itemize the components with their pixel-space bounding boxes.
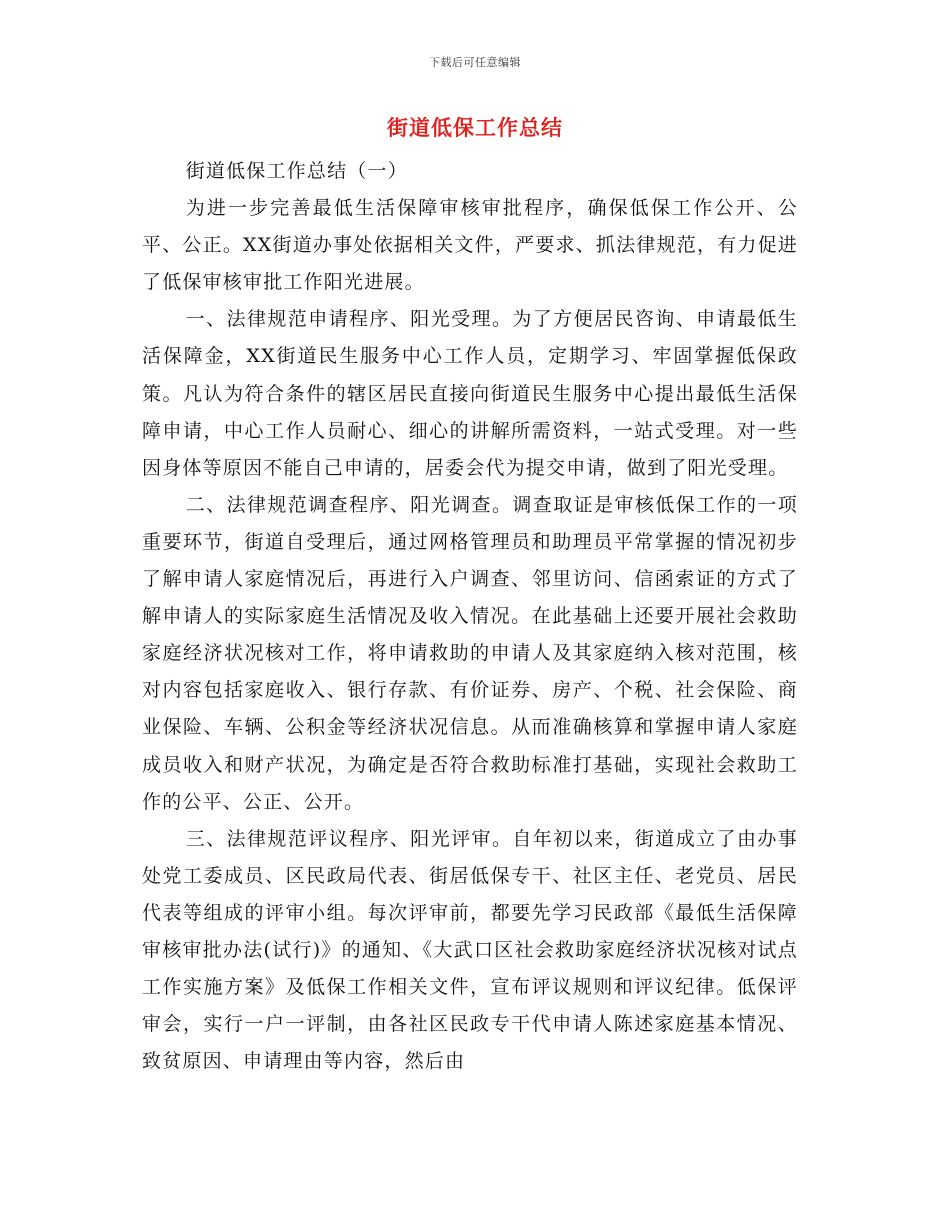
header-note: 下载后可任意编辑 (429, 56, 521, 69)
document-title: 街道低保工作总结 (387, 115, 563, 140)
paragraph-section-2: 二、法律规范调查程序、阳光调查。调查取证是审核低保工作的一项重要环节，街道自受理后，通过网格管理员和助理员平常掌握的情况初步了解申请人家庭情况后，再进行入户调查、邻里访问、信函索证的方式了解申请人的实际家庭生活情况及收入情况。在此基础上还要开展社会救助家庭经济状况核对工作，将申请救助的申请人及其家庭纳入核对范围，核对内容包括家庭收入、银行存款、有价证券、房产、个税、社会保险、商业保险、车辆、公积金等经济状况信息。从而准确核算和掌握申请人家庭成员收入和财产状况，为确定是否符合救助标准打基础，实现社会救助工作的公平、公正、公开。 (142, 493, 798, 813)
paragraph-section-1: 一、法律规范申请程序、阳光受理。为了方便居民咨询、申请最低生活保障金，XX街道民生服务中心工作人员，定期学习、牢固掌握低保政策。凡认为符合条件的辖区居民直接向街道民生服务中心提出最低生活保障申请，中心工作人员耐心、细心的讲解所需资料，一站式受理。对一些因身体等原因不能自己申请的，居委会代为提交申请，做到了阳光受理。 (142, 308, 798, 479)
paragraph-section-3: 三、法律规范评议程序、阳光评审。自年初以来，街道成立了由办事处党工委成员、区民政局代表、街居低保专干、社区主任、老党员、居民代表等组成的评审小组。每次评审前，都要先学习民政部《最低生活保障审核审批办法(试行)》的通知、《大武口区社会救助家庭经济状况核对试点工作实施方案》及低保工作相关文件，宣布评议规则和评议纪律。低保评审会，实行一户一评制，由各社区民政专干代申请人陈述家庭基本情况、致贫原因、申请理由等内容，然后由 (142, 827, 798, 1073)
document-body (142, 153, 798, 1080)
paragraph-intro: 为进一步完善最低生活保障审核审批程序，确保低保工作公开、公平、公正。XX街道办事处依据相关文件，严要求、抓法律规范，有力促进了低保审核审批工作阳光进展。 (142, 197, 798, 294)
paragraph-subtitle: 街道低保工作总结（一） (185, 160, 408, 182)
